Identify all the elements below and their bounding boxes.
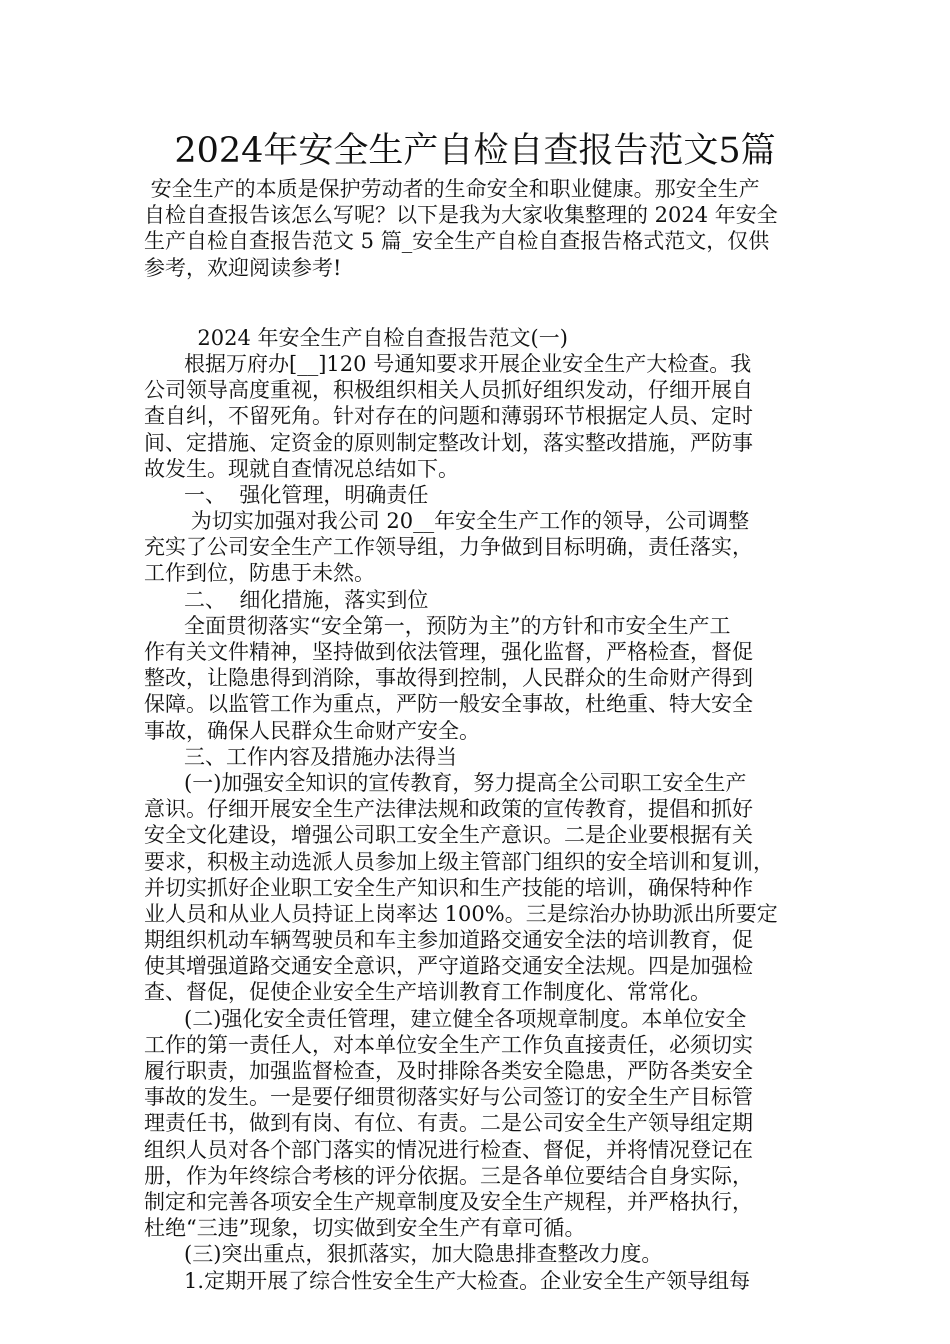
text-line: 杜绝“三违”现象，切实做到安全生产有章可循。 — [144, 1216, 586, 1241]
section-heading: 三、工作内容及措施办法得当 — [144, 744, 458, 769]
section-heading: 2024 年安全生产自检自查报告范文(一) — [144, 325, 568, 350]
paragraph-gap — [144, 281, 814, 325]
text-line: (一)加强安全知识的宣传教育，努力提高全公司职工安全生产 — [144, 770, 747, 795]
text-line: 自检自查报告该怎么写呢？以下是我为大家收集整理的 2024 年安全 — [144, 203, 778, 228]
text-line: 意识。仔细开展安全生产法律法规和政策的宣传教育，提倡和抓好 — [144, 797, 753, 822]
text-line: 充实了公司安全生产工作领导组，力争做到目标明确，责任落实， — [144, 535, 753, 560]
text-line: 要求，积极主动选派人员参加上级主管部门组织的安全培训和复训， — [144, 849, 774, 874]
text-line: 组织人员对各个部门落实的情况进行检查、督促，并将情况登记在 — [144, 1137, 753, 1162]
text-line: 工作到位，防患于未然。 — [144, 561, 375, 586]
text-line: (二)强化安全责任管理，建立健全各项规章制度。本单位安全 — [144, 1006, 747, 1031]
text-line: 安全生产的本质是保护劳动者的生命安全和职业健康。那安全生产 — [144, 177, 760, 201]
text-line: 全面贯彻落实“安全第一，预防为主”的方针和市安全生产工 — [144, 613, 731, 638]
text-line: 查、督促，促使企业安全生产培训教育工作制度化、常常化。 — [144, 980, 711, 1005]
text-line: 整改，让隐患得到消除，事故得到控制，人民群众的生命财产得到 — [144, 666, 753, 691]
text-line: 查自纠，不留死角。针对存在的问题和薄弱环节根据定人员、定时 — [144, 404, 753, 429]
text-line: 保障。以监管工作为重点，严防一般安全事故，杜绝重、特大安全 — [144, 692, 753, 717]
text-line: 并切实抓好企业职工安全生产知识和生产技能的培训，确保特种作 — [144, 875, 753, 900]
text-line: 工作的第一责任人，对本单位安全生产工作负直接责任，必须切实 — [144, 1032, 753, 1057]
section-heading: 一、 强化管理，明确责任 — [144, 482, 429, 507]
text-line: 公司领导高度重视，积极组织相关人员抓好组织发动，仔细开展自 — [144, 378, 753, 403]
intro-paragraph — [144, 176, 814, 281]
report-body — [144, 325, 814, 1294]
section-heading: 二、 细化措施，落实到位 — [144, 587, 429, 612]
text-line: 业人员和从业人员持证上岗率达 100%。三是综治办协助派出所要定 — [144, 901, 778, 926]
text-line: 册，作为年终综合考核的评分依据。三是各单位要结合自身实际， — [144, 1163, 753, 1188]
text-line: 制定和完善各项安全生产规章制度及安全生产规程，并严格执行， — [144, 1189, 753, 1214]
text-line: 1.定期开展了综合性安全生产大检查。企业安全生产领导组每 — [144, 1268, 751, 1293]
text-line: 生产自检自查报告范文 5 篇_安全生产自检自查报告格式范文，仅供 — [144, 229, 770, 254]
document-title: 2024年安全生产自检自查报告范文5篇 — [174, 131, 776, 171]
text-line: 期组织机动车辆驾驶员和车主参加道路交通安全法的培训教育，促 — [144, 928, 753, 953]
text-line: 履行职责，加强监督检查，及时排除各类安全隐患，严防各类安全 — [144, 1059, 753, 1083]
text-line: 根据万府办[__]120 号通知要求开展企业安全生产大检查。我 — [144, 351, 752, 376]
text-line: 安全文化建设，增强公司职工安全生产意识。二是企业要根据有关 — [144, 823, 753, 848]
text-line: 理责任书，做到有岗、有位、有责。二是公司安全生产领导组定期 — [144, 1111, 753, 1136]
text-line: 故发生。现就自查情况总结如下。 — [144, 456, 459, 481]
text-line: 事故的发生。一是要仔细贯彻落实好与公司签订的安全生产目标管 — [144, 1085, 753, 1110]
text-line: 参考，欢迎阅读参考! — [144, 255, 342, 280]
text-line: (三)突出重点，狠抓落实，加大隐患排查整改力度。 — [144, 1242, 663, 1267]
text-line: 事故，确保人民群众生命财产安全。 — [144, 718, 480, 743]
text-line: 间、定措施、定资金的原则制定整改计划，落实整改措施，严防事 — [144, 430, 753, 455]
text-line: 使其增强道路交通安全意识，严守道路交通安全法规。四是加强检 — [144, 954, 753, 979]
text-line: 作有关文件精神，坚持做到依法管理，强化监督，严格检查，督促 — [144, 640, 753, 664]
document-body — [144, 176, 814, 1294]
text-line: 为切实加强对我公司 20__年安全生产工作的领导，公司调整 — [144, 509, 750, 534]
